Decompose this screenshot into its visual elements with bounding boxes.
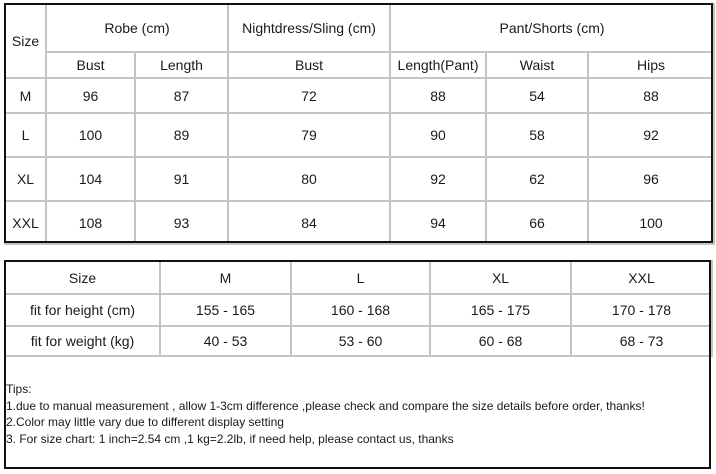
fit-size-l-header: L: [291, 261, 430, 294]
fit-value-cell: 160 - 168: [291, 294, 430, 326]
pant-length-cell: 90: [390, 113, 486, 157]
fit-row-label: fit for height (cm): [5, 294, 160, 326]
nightdress-bust-cell: 84: [228, 201, 390, 244]
size-cell: L: [5, 113, 46, 157]
fit-value-cell: 165 - 175: [430, 294, 571, 326]
nightdress-group-header: Nightdress/Sling (cm): [228, 4, 390, 52]
fit-value-cell: 68 - 73: [571, 326, 712, 356]
table-row: [5, 157, 714, 201]
robe-bust-cell: 96: [46, 78, 135, 113]
robe-length-cell: 89: [135, 113, 228, 157]
pant-waist-header: Waist: [486, 52, 588, 78]
robe-bust-cell: 108: [46, 201, 135, 244]
tip-line-1: 1.due to manual measurement , allow 1-3cm difference ,please check and compare the size details before order, thanks!: [6, 398, 645, 413]
table-row: [5, 78, 714, 113]
pant-hips-cell: 88: [588, 78, 714, 113]
table-row: [5, 113, 714, 157]
pant-hips-cell: 92: [588, 113, 714, 157]
fit-value-cell: 40 - 53: [160, 326, 291, 356]
group-header-row: [5, 4, 714, 52]
fit-value-cell: 53 - 60: [291, 326, 430, 356]
robe-bust-cell: 100: [46, 113, 135, 157]
tips-title: Tips:: [6, 382, 32, 396]
fit-size-xxl-header: XXL: [571, 261, 712, 294]
robe-bust-cell: 104: [46, 157, 135, 201]
size-header-cell: Size: [5, 4, 46, 78]
tips-section: [6, 381, 645, 447]
robe-length-cell: 87: [135, 78, 228, 113]
fit-value-cell: 60 - 68: [430, 326, 571, 356]
fit-value-cell: 155 - 165: [160, 294, 291, 326]
pant-hips-cell: 96: [588, 157, 714, 201]
fit-size-m-header: M: [160, 261, 291, 294]
robe-length-header: Length: [135, 52, 228, 78]
column-header-row: [5, 52, 714, 78]
robe-length-cell: 93: [135, 201, 228, 244]
pant-length-cell: 94: [390, 201, 486, 244]
pant-waist-cell: 62: [486, 157, 588, 201]
nightdress-bust-cell: 79: [228, 113, 390, 157]
nightdress-bust-cell: 80: [228, 157, 390, 201]
fit-weight-row: [5, 326, 712, 356]
nightdress-bust-header: Bust: [228, 52, 390, 78]
pant-hips-cell: 100: [588, 201, 714, 244]
fit-row-label: fit for weight (kg): [5, 326, 160, 356]
robe-group-header: Robe (cm): [46, 4, 228, 52]
pant-waist-cell: 66: [486, 201, 588, 244]
table-row: [5, 201, 714, 244]
tip-line-3: 3. For size chart: 1 inch=2.54 cm ,1 kg=2.2lb, if need help, please contact us, thanks: [6, 431, 454, 446]
pant-waist-cell: 54: [486, 78, 588, 113]
fit-size-header: Size: [5, 261, 160, 294]
size-cell: XXL: [5, 201, 46, 244]
fit-header-row: [5, 261, 712, 294]
pant-length-cell: 92: [390, 157, 486, 201]
fit-table: [4, 260, 713, 357]
fit-size-xl-header: XL: [430, 261, 571, 294]
nightdress-bust-cell: 72: [228, 78, 390, 113]
size-measurement-table: [4, 3, 715, 245]
robe-bust-header: Bust: [46, 52, 135, 78]
pant-length-header: Length(Pant): [390, 52, 486, 78]
pant-hips-header: Hips: [588, 52, 714, 78]
size-cell: XL: [5, 157, 46, 201]
fit-height-row: [5, 294, 712, 326]
tip-line-2: 2.Color may little vary due to different display setting: [6, 415, 284, 429]
robe-length-cell: 91: [135, 157, 228, 201]
pant-waist-cell: 58: [486, 113, 588, 157]
pant-length-cell: 88: [390, 78, 486, 113]
pant-group-header: Pant/Shorts (cm): [390, 4, 714, 52]
fit-value-cell: 170 - 178: [571, 294, 712, 326]
size-cell: M: [5, 78, 46, 113]
